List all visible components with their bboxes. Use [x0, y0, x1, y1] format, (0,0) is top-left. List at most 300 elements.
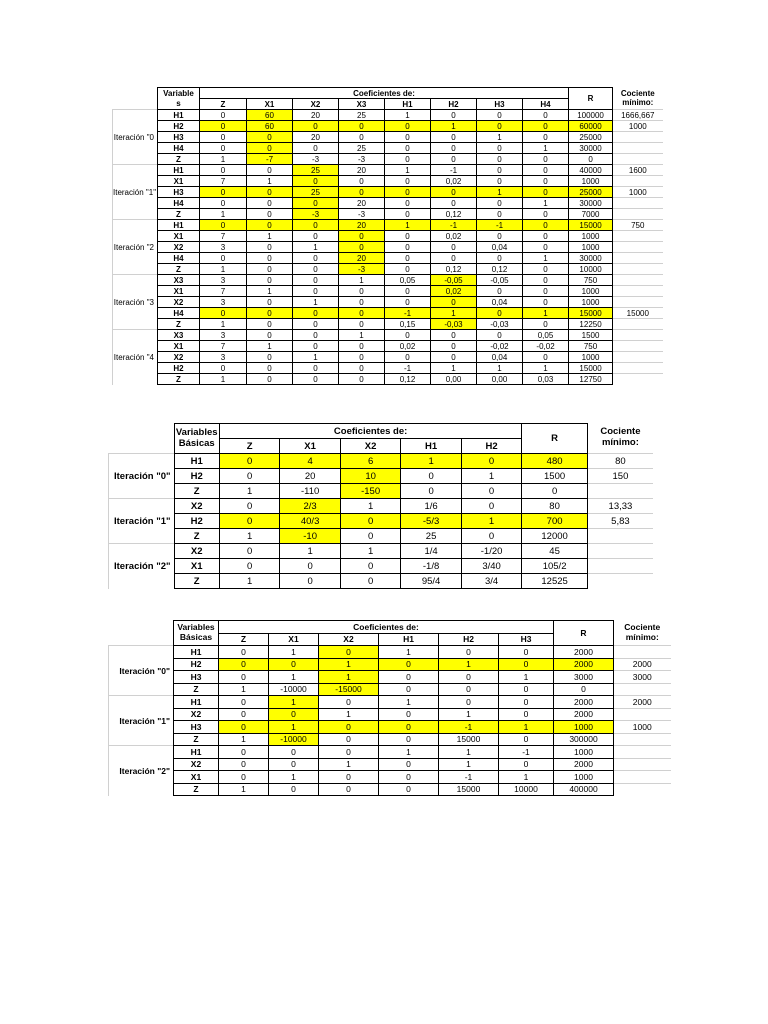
- coefficient-cell: 0: [385, 187, 431, 198]
- coefficient-cell: 0: [477, 165, 523, 176]
- coefficient-cell: -110: [280, 484, 340, 499]
- coefficient-cell: 0: [339, 286, 385, 297]
- coefficient-cell: 0: [293, 275, 339, 286]
- table-row: [109, 454, 654, 469]
- coefficient-cell: 0: [523, 187, 569, 198]
- coefficient-cell: 1: [247, 231, 293, 242]
- coefficient-cell: 1: [269, 721, 319, 734]
- coefficient-cell: -7: [247, 154, 293, 165]
- coefficient-cell: 1: [247, 341, 293, 352]
- table-row: [113, 319, 663, 330]
- coefficient-cell: 0: [523, 231, 569, 242]
- coefficient-cell: 0: [385, 264, 431, 275]
- r-header: R: [554, 621, 614, 646]
- basic-variable-cell: X3: [158, 275, 200, 286]
- r-value-cell: 700: [522, 514, 588, 529]
- table-row: [113, 154, 663, 165]
- table-row: [109, 529, 654, 544]
- coefficient-cell: 0: [523, 297, 569, 308]
- iteration-label: Iteración "1": [109, 696, 174, 746]
- coefficient-cell: 0: [293, 341, 339, 352]
- coefficient-cell: 0: [379, 683, 439, 696]
- coefficient-cell: 0: [477, 286, 523, 297]
- coefficient-cell: -10000: [269, 683, 319, 696]
- table-row: [109, 469, 654, 484]
- cociente-cell: 750: [613, 220, 663, 231]
- r-value-cell: 12525: [522, 574, 588, 589]
- coefficient-cell: 3: [200, 297, 247, 308]
- coefficient-cell: 0: [339, 363, 385, 374]
- table-row: [109, 783, 671, 796]
- table-row: [113, 143, 663, 154]
- basic-variable-cell: H1: [158, 110, 200, 121]
- coefficient-cell: 0: [499, 708, 554, 721]
- coefficient-cell: 1: [247, 286, 293, 297]
- r-value-cell: 25000: [569, 187, 613, 198]
- basic-variable-cell: H4: [158, 143, 200, 154]
- cociente-cell: [613, 363, 663, 374]
- r-value-cell: 0: [554, 683, 614, 696]
- coefficient-cell: 0: [247, 198, 293, 209]
- r-value-cell: 25000: [569, 132, 613, 143]
- coefficient-cell: 1: [247, 176, 293, 187]
- coefficient-cell: 1: [219, 733, 269, 746]
- table-row: [113, 352, 663, 363]
- basic-variable-cell: H4: [158, 198, 200, 209]
- coefficient-cell: 0: [339, 187, 385, 198]
- coefficient-cell: 20: [339, 253, 385, 264]
- coefficient-cell: 3: [200, 352, 247, 363]
- coefficient-cell: -1: [385, 308, 431, 319]
- coefficient-cell: 0: [319, 783, 379, 796]
- r-value-cell: 1000: [569, 297, 613, 308]
- r-value-cell: 12750: [569, 374, 613, 385]
- coefficient-cell: 0: [431, 341, 477, 352]
- corner-cell: [109, 633, 174, 646]
- coefficient-cell: 0: [499, 758, 554, 771]
- coefficient-cell: 0: [269, 783, 319, 796]
- coefficient-cell: 0: [523, 209, 569, 220]
- coefficient-cell: 1: [340, 544, 400, 559]
- r-value-cell: 2000: [554, 758, 614, 771]
- coefficient-cell: 0: [247, 374, 293, 385]
- cociente-cell: 1000: [613, 187, 663, 198]
- coefficient-cell: 1: [340, 499, 400, 514]
- coefficient-cell: 0: [319, 696, 379, 709]
- coefficient-cell: 1: [200, 374, 247, 385]
- table-row: [109, 708, 671, 721]
- coefficient-cell: 0: [247, 143, 293, 154]
- coefficient-cell: 0: [293, 231, 339, 242]
- coefficient-cell: 0: [385, 121, 431, 132]
- coefficient-cell: 0: [379, 721, 439, 734]
- coefficient-cell: -1: [439, 771, 499, 784]
- coefficient-cell: 0: [431, 297, 477, 308]
- coefficient-cell: 0: [219, 671, 269, 684]
- coefficient-cell: 0: [461, 484, 522, 499]
- coefficient-cell: 25: [339, 143, 385, 154]
- coefficient-cell: 1: [319, 708, 379, 721]
- basic-variable-cell: H1: [174, 746, 219, 759]
- coefficient-cell: 1: [200, 209, 247, 220]
- coefficient-cell: 0: [523, 286, 569, 297]
- coefficient-cell: 0: [293, 121, 339, 132]
- coefficient-cell: 0: [339, 374, 385, 385]
- coefficient-cell: 0: [219, 658, 269, 671]
- table-row: [113, 330, 663, 341]
- coefficient-cell: -0,02: [477, 341, 523, 352]
- table-row: [109, 559, 654, 574]
- r-value-cell: 15000: [569, 308, 613, 319]
- coefficient-cell: 1: [379, 646, 439, 659]
- coefficient-cell: 0,15: [385, 319, 431, 330]
- coefficient-cell: 0: [385, 352, 431, 363]
- r-value-cell: 12250: [569, 319, 613, 330]
- r-header: R: [522, 424, 588, 454]
- table-row: [109, 721, 671, 734]
- coefficient-cell: 1: [219, 574, 279, 589]
- table-row: [113, 110, 663, 121]
- coefficient-cell: 0: [499, 646, 554, 659]
- coefficient-cell: 0: [247, 132, 293, 143]
- basic-variable-cell: H1: [174, 646, 219, 659]
- coefficient-cell: 0: [379, 783, 439, 796]
- coefficient-cell: 0: [247, 352, 293, 363]
- coefficient-cell: 3/4: [461, 574, 522, 589]
- coefficient-cell: 0: [247, 187, 293, 198]
- cociente-cell: [613, 264, 663, 275]
- basic-variable-cell: H2: [158, 121, 200, 132]
- cociente-cell: [587, 529, 653, 544]
- cociente-cell: [613, 143, 663, 154]
- cociente-cell: [613, 286, 663, 297]
- coefficient-cell: 1: [280, 544, 340, 559]
- iteration-label: Iteración "4: [113, 330, 158, 385]
- iteration-label: Iteración "0: [113, 110, 158, 165]
- r-value-cell: 60000: [569, 121, 613, 132]
- coefficient-cell: 1: [319, 758, 379, 771]
- coefficient-cell: 0: [461, 529, 522, 544]
- cociente-cell: [613, 275, 663, 286]
- r-value-cell: 1000: [569, 176, 613, 187]
- coeficientes-header: Coeficientes de:: [219, 424, 521, 439]
- coefficient-cell: 0: [247, 253, 293, 264]
- coefficient-cell: 0: [269, 658, 319, 671]
- coefficient-cell: 10000: [499, 783, 554, 796]
- coefficient-cell: 0: [523, 220, 569, 231]
- coefficient-cell: 0: [523, 275, 569, 286]
- coefficient-cell: 3/40: [461, 559, 522, 574]
- coefficient-cell: 1/4: [401, 544, 461, 559]
- table-row: [113, 308, 663, 319]
- cociente-cell: 15000: [613, 308, 663, 319]
- column-header-x1: X1: [247, 99, 293, 110]
- basic-variable-cell: X2: [174, 708, 219, 721]
- coefficient-cell: 0: [385, 154, 431, 165]
- coefficient-cell: 1: [431, 121, 477, 132]
- coefficient-cell: 0: [293, 220, 339, 231]
- coefficient-cell: 0: [247, 209, 293, 220]
- r-header: R: [569, 88, 613, 110]
- coefficient-cell: 1: [461, 469, 522, 484]
- table-row: [113, 374, 663, 385]
- coefficient-cell: 0: [319, 646, 379, 659]
- basic-variable-cell: Z: [174, 484, 219, 499]
- coefficient-cell: 7: [200, 231, 247, 242]
- basic-variable-cell: Z: [174, 783, 219, 796]
- r-value-cell: 300000: [554, 733, 614, 746]
- coefficient-cell: -3: [293, 209, 339, 220]
- coefficient-cell: 25: [401, 529, 461, 544]
- r-value-cell: 15000: [569, 363, 613, 374]
- coefficient-cell: 0: [431, 330, 477, 341]
- coefficient-cell: 4: [280, 454, 340, 469]
- coefficient-cell: 0: [439, 646, 499, 659]
- coefficient-cell: 60: [247, 110, 293, 121]
- table-row: [109, 683, 671, 696]
- coeficientes-header: Coeficientes de:: [200, 88, 569, 99]
- basic-variable-cell: Z: [174, 733, 219, 746]
- r-value-cell: 12000: [522, 529, 588, 544]
- cociente-cell: [614, 783, 671, 796]
- iteration-label: Iteración "1": [113, 165, 158, 220]
- coefficient-cell: 0: [319, 721, 379, 734]
- basic-variable-cell: H3: [174, 671, 219, 684]
- table-row: [113, 264, 663, 275]
- basic-variable-cell: H4: [158, 308, 200, 319]
- coefficient-cell: 0: [477, 231, 523, 242]
- basic-variable-cell: H2: [174, 469, 219, 484]
- coefficient-cell: 0: [523, 242, 569, 253]
- basic-variable-cell: H2: [174, 514, 219, 529]
- coefficient-cell: 1: [219, 683, 269, 696]
- r-value-cell: 2000: [554, 646, 614, 659]
- coefficient-cell: 0: [379, 758, 439, 771]
- corner-cell: [109, 424, 175, 439]
- coefficient-cell: 1: [200, 264, 247, 275]
- coefficient-cell: 0: [200, 198, 247, 209]
- cociente-cell: [614, 771, 671, 784]
- cociente-cell: 80: [587, 454, 653, 469]
- coefficient-cell: 0: [339, 132, 385, 143]
- cociente-cell: [614, 746, 671, 759]
- column-header-x3: X3: [339, 99, 385, 110]
- column-header-h2: H2: [439, 633, 499, 646]
- r-value-cell: 80: [522, 499, 588, 514]
- r-value-cell: 1000: [569, 231, 613, 242]
- simplex-table-2: [108, 423, 653, 589]
- cociente-minimo-header: Cociente mínimo:: [620, 89, 655, 108]
- coefficient-cell: 0: [293, 330, 339, 341]
- column-header-h2: H2: [461, 439, 522, 454]
- basic-variable-cell: H3: [158, 132, 200, 143]
- basic-variable-cell: H3: [174, 721, 219, 734]
- coefficient-cell: -1: [439, 721, 499, 734]
- coefficient-cell: 0: [200, 143, 247, 154]
- coefficient-cell: -1: [477, 220, 523, 231]
- coefficient-cell: 0: [339, 341, 385, 352]
- cociente-cell: [614, 683, 671, 696]
- coefficient-cell: 0: [280, 574, 340, 589]
- r-value-cell: 1500: [569, 330, 613, 341]
- coefficient-cell: 1: [293, 242, 339, 253]
- column-header-h2: H2: [431, 99, 477, 110]
- coefficient-cell: 0: [293, 143, 339, 154]
- coefficient-cell: -150: [340, 484, 400, 499]
- cociente-cell: [613, 198, 663, 209]
- coefficient-cell: 0: [340, 559, 400, 574]
- coefficient-cell: 95/4: [401, 574, 461, 589]
- corner-cell: [109, 439, 175, 454]
- coefficient-cell: 1: [379, 746, 439, 759]
- coefficient-cell: 0: [477, 308, 523, 319]
- coefficient-cell: 0: [477, 176, 523, 187]
- basic-variable-cell: X2: [158, 352, 200, 363]
- coefficient-cell: 0: [200, 363, 247, 374]
- coefficient-cell: 1: [401, 454, 461, 469]
- coefficient-cell: 0: [523, 352, 569, 363]
- coefficient-cell: 1: [439, 708, 499, 721]
- coefficient-cell: 0: [247, 319, 293, 330]
- coefficient-cell: 1: [431, 363, 477, 374]
- column-header-x2: X2: [319, 633, 379, 646]
- r-value-cell: 2000: [554, 658, 614, 671]
- coefficient-cell: -1: [499, 746, 554, 759]
- coefficient-cell: -3: [339, 154, 385, 165]
- basic-variable-cell: H2: [158, 363, 200, 374]
- coefficient-cell: -0,03: [431, 319, 477, 330]
- r-value-cell: 2000: [554, 696, 614, 709]
- coefficient-cell: 0,02: [431, 176, 477, 187]
- basic-variable-cell: Z: [174, 529, 219, 544]
- coefficient-cell: 0: [319, 733, 379, 746]
- coefficient-cell: 1: [219, 783, 269, 796]
- coefficient-cell: 3: [200, 242, 247, 253]
- basic-variable-cell: H3: [158, 187, 200, 198]
- table-row: [113, 165, 663, 176]
- coefficient-cell: 0: [477, 209, 523, 220]
- coefficient-cell: 0: [431, 198, 477, 209]
- coefficient-cell: -10: [280, 529, 340, 544]
- coefficient-cell: 1: [200, 319, 247, 330]
- coefficient-cell: 20: [293, 110, 339, 121]
- table-row: [113, 297, 663, 308]
- r-value-cell: 0: [569, 154, 613, 165]
- column-header-x2: X2: [340, 439, 400, 454]
- coefficient-cell: 0,12: [385, 374, 431, 385]
- basic-variable-cell: X1: [158, 176, 200, 187]
- coefficient-cell: -0,03: [477, 319, 523, 330]
- coefficient-cell: 0: [461, 454, 522, 469]
- cociente-cell: [613, 176, 663, 187]
- iteration-label: Iteración "2: [113, 220, 158, 275]
- r-value-cell: 100000: [569, 110, 613, 121]
- coefficient-cell: 6: [340, 454, 400, 469]
- coefficient-cell: 0: [340, 529, 400, 544]
- coefficient-cell: 1: [339, 275, 385, 286]
- basic-variable-cell: H4: [158, 253, 200, 264]
- cociente-cell: [614, 733, 671, 746]
- coefficient-cell: 0: [293, 363, 339, 374]
- coefficient-cell: 0: [219, 721, 269, 734]
- coefficient-cell: 0: [293, 374, 339, 385]
- coefficient-cell: 0,02: [431, 231, 477, 242]
- r-value-cell: 15000: [569, 220, 613, 231]
- corner-cell: [113, 99, 158, 110]
- column-header-x1: X1: [280, 439, 340, 454]
- basic-variable-cell: X2: [158, 242, 200, 253]
- coefficient-cell: 0: [439, 671, 499, 684]
- coefficient-cell: 0: [379, 671, 439, 684]
- r-value-cell: 480: [522, 454, 588, 469]
- cociente-cell: [613, 297, 663, 308]
- coefficient-cell: 25: [293, 187, 339, 198]
- coefficient-cell: 0: [385, 209, 431, 220]
- column-header-z: Z: [200, 99, 247, 110]
- coefficient-cell: 0: [269, 746, 319, 759]
- cociente-cell: 1000: [614, 721, 671, 734]
- basic-variable-cell: Z: [158, 209, 200, 220]
- coefficient-cell: 0: [293, 253, 339, 264]
- basic-variable-cell: H1: [158, 220, 200, 231]
- cociente-cell: [613, 242, 663, 253]
- coefficient-cell: 7: [200, 176, 247, 187]
- cociente-cell: [614, 646, 671, 659]
- coefficient-cell: 0: [477, 154, 523, 165]
- coefficient-cell: 0: [523, 264, 569, 275]
- table-row: [109, 484, 654, 499]
- coefficient-cell: 0: [431, 352, 477, 363]
- cociente-cell: [587, 559, 653, 574]
- coefficient-cell: 0: [385, 143, 431, 154]
- table-row: [113, 220, 663, 231]
- variables-basicas-header: Variable s: [158, 88, 200, 110]
- coefficient-cell: 1: [523, 253, 569, 264]
- coefficient-cell: 1/6: [401, 499, 461, 514]
- coefficient-cell: 1: [523, 143, 569, 154]
- coefficient-cell: 1: [269, 696, 319, 709]
- cociente-cell: 5,83: [587, 514, 653, 529]
- coefficient-cell: -5/3: [401, 514, 461, 529]
- table-row: [113, 363, 663, 374]
- table-row: [109, 646, 671, 659]
- table-row: [113, 242, 663, 253]
- r-value-cell: 1500: [522, 469, 588, 484]
- coefficient-cell: 15000: [439, 783, 499, 796]
- coefficient-cell: 0: [385, 231, 431, 242]
- cociente-cell: [613, 154, 663, 165]
- table-row: [113, 176, 663, 187]
- coefficient-cell: 0: [339, 176, 385, 187]
- coefficient-cell: 0,12: [431, 264, 477, 275]
- coefficient-cell: 1: [477, 132, 523, 143]
- coefficient-cell: 1: [439, 658, 499, 671]
- coefficient-cell: 0: [247, 165, 293, 176]
- coefficient-cell: -0,02: [523, 341, 569, 352]
- basic-variable-cell: X1: [174, 771, 219, 784]
- cociente-cell: [613, 209, 663, 220]
- column-header-x2: X2: [293, 99, 339, 110]
- coefficient-cell: 0,04: [477, 297, 523, 308]
- column-header-h1: H1: [385, 99, 431, 110]
- column-header-x1: X1: [269, 633, 319, 646]
- coefficient-cell: 0: [219, 696, 269, 709]
- r-value-cell: 1000: [554, 721, 614, 734]
- coefficient-cell: 40/3: [280, 514, 340, 529]
- coefficient-cell: 0: [477, 110, 523, 121]
- coefficient-cell: 0: [340, 514, 400, 529]
- coefficient-cell: 0: [499, 683, 554, 696]
